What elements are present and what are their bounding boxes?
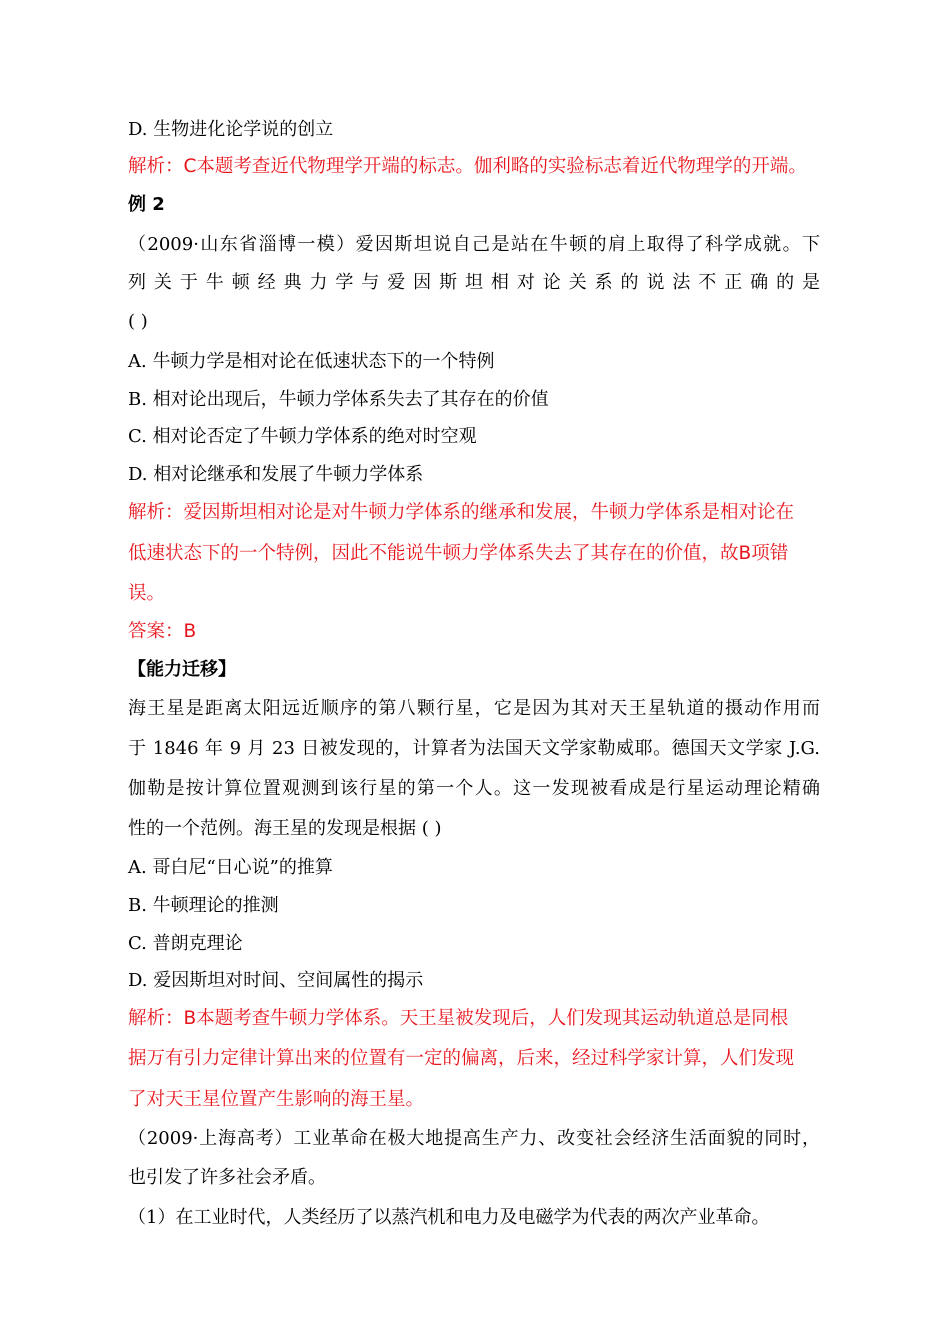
analysis-2-line-1: 解析：爱因斯坦相对论是对牛顿力学体系的继承和发展，牛顿力学体系是相对论在: [128, 502, 795, 523]
question-2-bracket: ( ): [128, 311, 148, 332]
option-a-3: A. 哥白尼“日心说”的推算: [128, 857, 333, 878]
option-a: A. 牛顿力学是相对论在低速状态下的一个特例: [128, 351, 495, 372]
option-d: D. 相对论继承和发展了牛顿力学体系: [128, 464, 424, 485]
analysis-3-line-2: 据万有引力定律计算出来的位置有一定的偏离，后来，经过科学家计算，人们发现: [128, 1048, 795, 1069]
option-c: C. 相对论否定了牛顿力学体系的绝对时空观: [128, 426, 477, 447]
question-2-line-1: （2009·山东省淄博一模）爱因斯坦说自己是站在牛顿的肩上取得了科学成就。下: [128, 234, 820, 255]
answer: 答案：B: [128, 621, 197, 642]
section-heading: 【能力迁移】: [128, 659, 236, 680]
question-2-line-2: 列关于牛顿经典力学与爱因斯坦相对论关系的说法不正确的是: [128, 272, 820, 293]
example-heading: 例 2: [128, 194, 165, 215]
analysis-1: 解析：C本题考查近代物理学开端的标志。伽利略的实验标志着近代物理学的开端。: [128, 156, 807, 177]
question-4-subpart-1: （1）在工业时代，人类经历了以蒸汽机和电力及电磁学为代表的两次产业革命。: [128, 1207, 770, 1228]
question-4-line-1: （2009·上海高考）工业革命在极大地提高生产力、改变社会经济生活面貌的同时，: [128, 1128, 820, 1149]
option-c-3: C. 普朗克理论: [128, 933, 243, 954]
question-3-line-3: 伽勒是按计算位置观测到该行星的第一个人。这一发现被看成是行星运动理论精确: [128, 778, 820, 799]
analysis-2-line-2: 低速状态下的一个特例，因此不能说牛顿力学体系失去了其存在的价值，故B项错: [128, 543, 789, 564]
question-3-line-2: 于 1846 年 9 月 23 日被发现的，计算者为法国天文学家勒威耶。德国天文学家 J.G.: [128, 738, 820, 759]
analysis-3-line-3: 了对天王星位置产生影响的海王星。: [128, 1089, 425, 1110]
question-3-line-1: 海王星是距离太阳远近顺序的第八颗行星，它是因为其对天王星轨道的摄动作用而: [128, 698, 820, 719]
question-4-line-2: 也引发了许多社会矛盾。: [128, 1167, 326, 1188]
option-b: B. 相对论出现后，牛顿力学体系失去了其存在的价值: [128, 389, 549, 410]
option-d-prev: D. 生物进化论学说的创立: [128, 119, 334, 140]
option-d-3: D. 爱因斯坦对时间、空间属性的揭示: [128, 970, 424, 991]
question-3-line-4: 性的一个范例。海王星的发现是根据 ( ): [128, 818, 442, 839]
option-b-3: B. 牛顿理论的推测: [128, 895, 279, 916]
analysis-3-line-1: 解析：B本题考查牛顿力学体系。天王星被发现后，人们发现其运动轨道总是同根: [128, 1008, 789, 1029]
analysis-2-line-3: 误。: [128, 583, 166, 604]
